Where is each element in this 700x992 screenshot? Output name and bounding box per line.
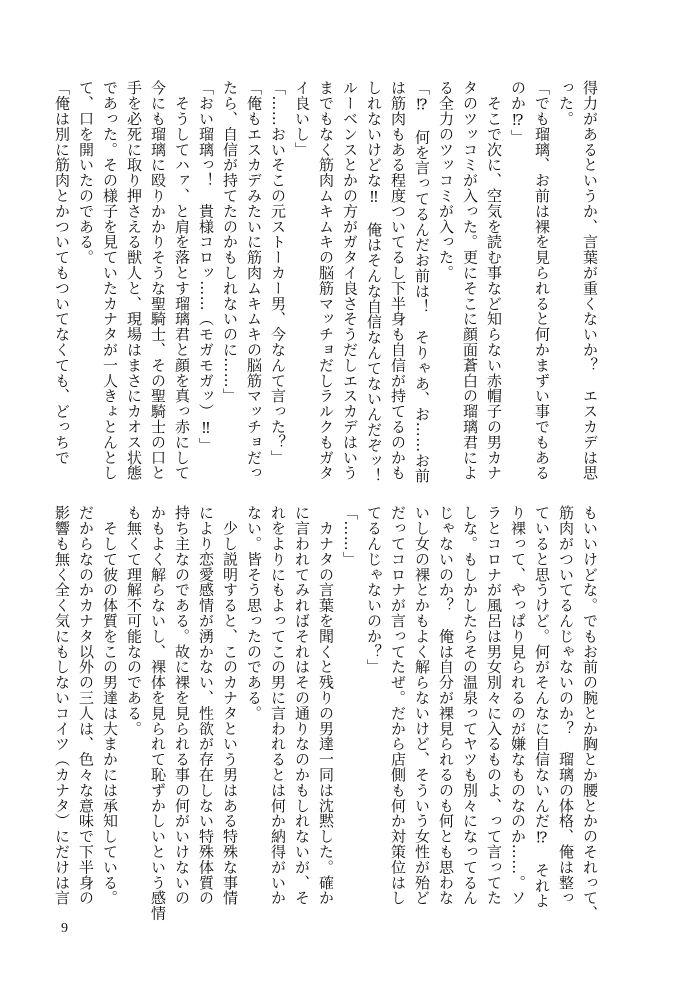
text-line: だってコロナが言ってたぜ。だから店側も何か対策位はし [389, 505, 407, 906]
text-line: れをよりにもよってこの男に言われるとは何か納得がいか [269, 505, 287, 906]
text-line: であった。その様子を見ていたカナタが一人きょとんとし [101, 80, 119, 481]
text-line: 得力があるというか、言葉が重くないか？ エスカデは思 [581, 80, 599, 481]
text-line: 「でも瑠璃、お前は裸を見られると何かまずい事でもある [533, 80, 551, 481]
text-line: 「俺もエスカデみたいに筋肉ムキムキの脳筋マッチョだっ [245, 80, 263, 481]
text-line: そうしてハァ、と肩を落とす瑠璃君と顔を真っ赤にして [173, 80, 191, 481]
text-line: ルーベンスとかの方がガタイ良さそうだしエスカデはいう [341, 80, 359, 481]
text-line: てるんじゃないのか？」 [365, 505, 383, 675]
text-line: 「……」 [341, 505, 359, 567]
text-line: いし女の裸とかもよく解らないけど、そういう女性が殆ど [413, 505, 431, 906]
text-line: 影響も無く全く気にもしないコイツ（カナタ）にだけは言 [53, 505, 71, 906]
text-line: もいいけどな。でもお前の腕とか胸とか腰とかのそれって、 [581, 505, 599, 921]
text-line: ていると思うけど。何がそんなに自信ないんだ⁉ それよ [533, 505, 551, 909]
text-line: った。 [557, 80, 575, 127]
text-line: 少し説明すると、このカナタという男はある特殊な事情 [221, 505, 239, 906]
text-line: 筋肉がついてるんじゃないのか？ 瑠璃の体格、俺は整っ [557, 505, 575, 906]
text-line: 「⁉ 何を言ってるんだお前は！ そりゃあ、お……お前 [413, 80, 431, 484]
text-line: 持ち主なのである。故に裸を見られる事の何がいけないの [173, 505, 191, 906]
page-number: 9 [61, 921, 68, 936]
text-line: も無くて理解不可能なのである。 [125, 505, 143, 736]
text-line: 「……おいそこの元ストーカー男、今なんて言った？」 [269, 80, 287, 465]
text-line: ない。皆そう思ったのである。 [245, 505, 263, 721]
text-line: しな。もしかしたらその温泉ってヤツも別々になってるん [461, 505, 479, 906]
text-line: そこで次に、空気を読む事など知らない赤帽子の男カナ [485, 80, 503, 481]
text-line: る全力のツッコミが入った。 [437, 80, 455, 281]
text-line: ラとコロナが風呂は男女別々に入るものよ、って言ってた [485, 505, 503, 906]
text-line: しれないけどな‼ 俺はそんな自信なんてないんだぞッ！ [365, 80, 383, 484]
text-line: て、口を開いたのである。 [77, 80, 95, 265]
text-line: だからなのかカナタ以外の三人は、色々な意味で下半身の [77, 505, 95, 906]
text-block-upper [53, 80, 602, 484]
text-line: 手を必死に取り押さえる獣人と、現場はまさにカオス状態 [125, 80, 143, 481]
text-line: そして彼の体質をこの男達は大まかには承知している。 [101, 505, 119, 906]
text-line: タのツッコミが入った。更にそこに顔面蒼白の瑠璃君によ [461, 80, 479, 481]
text-line: により恋愛感情が湧かない、性欲が存在しない特殊体質の [197, 505, 215, 906]
text-line: 「おい瑠璃っ！ 貴様コロッ……（モガモガッ）‼」 [197, 80, 215, 453]
text-line: 「俺は別に筋肉とかついてもついてなくても、どっちで [53, 80, 71, 465]
text-line: までもなく筋肉ムキムキの脳筋マッチョだしラルクもガタ [317, 80, 335, 481]
text-line: じゃないのか？ 俺は自分が裸見られるのも何とも思わな [437, 505, 455, 906]
text-block-lower [53, 505, 602, 921]
text-line: かもよく解らないし、裸体を見られて恥ずかしいという感情 [149, 505, 167, 921]
text-line: り裸って、やっぱり見られるのが嫌なものなのか……。ソ [509, 505, 527, 906]
text-line: のか⁉」 [509, 80, 527, 145]
text-line: に言われてみればそれはその通りなのかもしれないが、そ [293, 505, 311, 906]
text-line: 今にも瑠璃に殴りかかりそうな聖騎士、その聖騎士の口と [149, 80, 167, 481]
text-line: は筋肉もある程度ついてるし下半身も自信が持てるのかも [389, 80, 407, 481]
text-line: カナタの言葉を聞くと残りの男達一同は沈黙した。確か [317, 505, 335, 906]
text-line: イ良いし」 [293, 80, 311, 157]
text-line: たら、自信が持てたのかもしれないのに……」 [221, 80, 239, 404]
